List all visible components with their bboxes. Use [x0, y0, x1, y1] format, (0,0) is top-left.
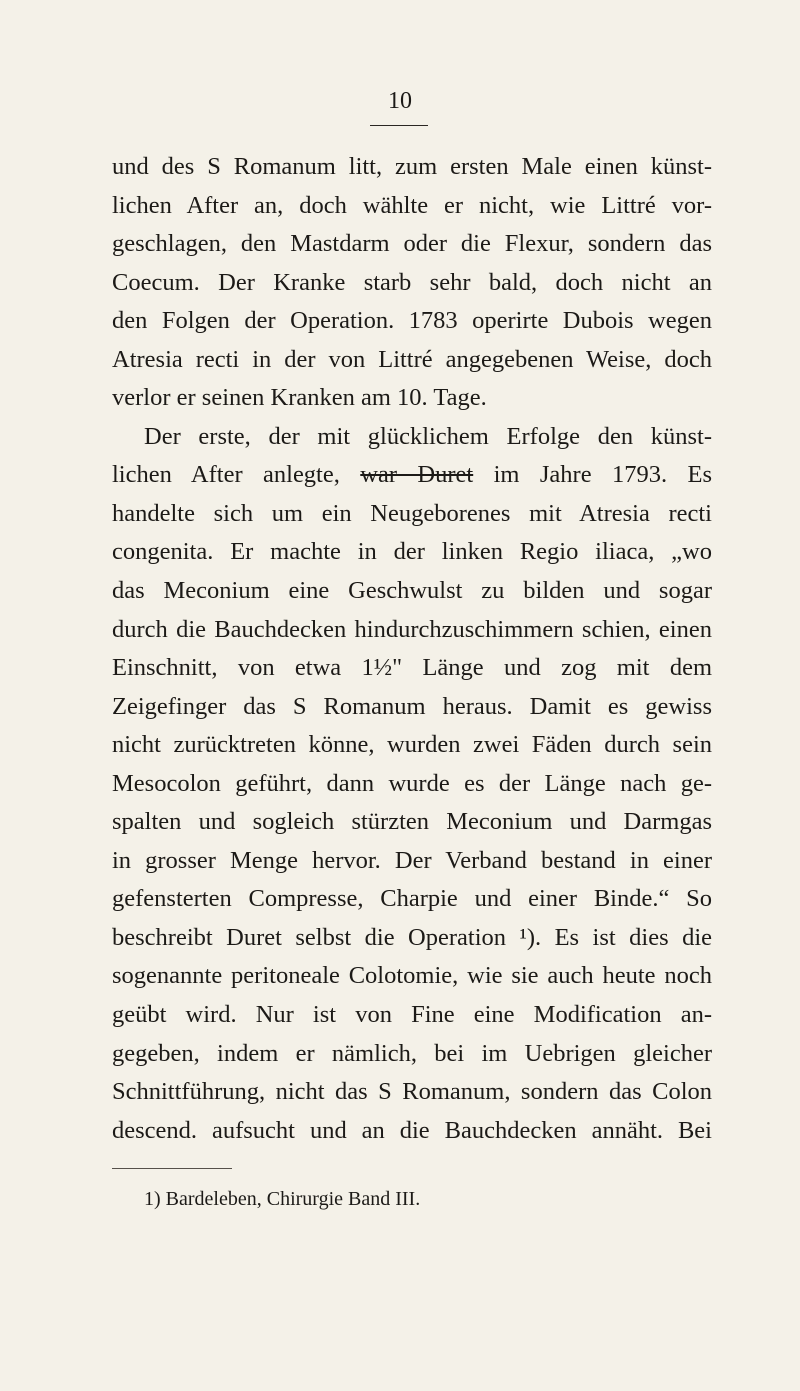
text-line: geschlagen, den Mastdarm oder die Flexur, sondern das — [112, 230, 712, 258]
text-line: spalten und sogleich stürzten Meconium und Darmgas — [112, 808, 712, 836]
text-line: geübt wird. Nur ist von Fine eine Modification an- — [112, 1001, 712, 1029]
text-line: lichen After an, doch wählte er nicht, wie Littré vor- — [112, 191, 712, 219]
text-line: in grosser Menge hervor. Der Verband bestand in einer — [112, 846, 712, 874]
text-line: und des S Romanum litt, zum ersten Male einen künst- — [112, 153, 712, 180]
text-line: den Folgen der Operation. 1783 operirte Dubois wegen — [112, 307, 712, 335]
footnote: 1) Bardeleben, Chirurgie Band III. — [144, 1188, 421, 1210]
text-line: verlor er seinen Kranken am 10. Tage. — [112, 384, 487, 412]
text-line: gegeben, indem er nämlich, bei im Uebrigen gleicher — [112, 1039, 712, 1067]
footnote-rule — [112, 1168, 232, 1169]
text-line: gefensterten Compresse, Charpie und einer Binde.“ So — [112, 885, 712, 913]
text-line: handelte sich um ein Neugeborenes mit Atresia recti — [112, 499, 712, 527]
text-line: Einschnitt, von etwa 1½" Länge und zog mit dem — [112, 654, 712, 682]
text-line: Schnittführung, nicht das S Romanum, sondern das Colon — [112, 1078, 712, 1106]
text-line-struck: lichen After anlegte, war Duret im Jahre 1793. Es — [112, 461, 712, 489]
text-line: Atresia recti in der von Littré angegebenen Weise, doch — [112, 345, 712, 373]
page-number-rule — [370, 125, 428, 126]
text-line: Coecum. Der Kranke starb sehr bald, doch nicht an — [112, 268, 712, 296]
struck-phrase: war Duret — [360, 461, 474, 489]
text-line: Mesocolon geführt, dann wurde es der Länge nach ge- — [112, 769, 712, 797]
text-line: Zeigefinger das S Romanum heraus. Damit es gewiss — [112, 692, 712, 720]
text-line: beschreibt Duret selbst die Operation ¹). Es ist dies die — [112, 923, 712, 951]
text-line: nicht zurücktreten könne, wurden zwei Fäden durch sein — [112, 731, 712, 759]
text-line: das Meconium eine Geschwulst zu bilden und sogar — [112, 577, 712, 605]
text-line: congenita. Er machte in der linken Regio iliaca, „wo — [112, 538, 712, 566]
text-line: Der erste, der mit glücklichem Erfolge den künst- — [144, 422, 712, 450]
text-line: sogenannte peritoneale Colotomie, wie sie auch heute noch — [112, 962, 712, 990]
page-number: 10 — [388, 88, 412, 114]
body-text — [112, 148, 712, 1150]
text-line: descend. aufsucht und an die Bauchdecken annäht. Bei — [112, 1116, 712, 1144]
text-line: durch die Bauchdecken hindurchzuschimmern schien, einen — [112, 615, 712, 643]
